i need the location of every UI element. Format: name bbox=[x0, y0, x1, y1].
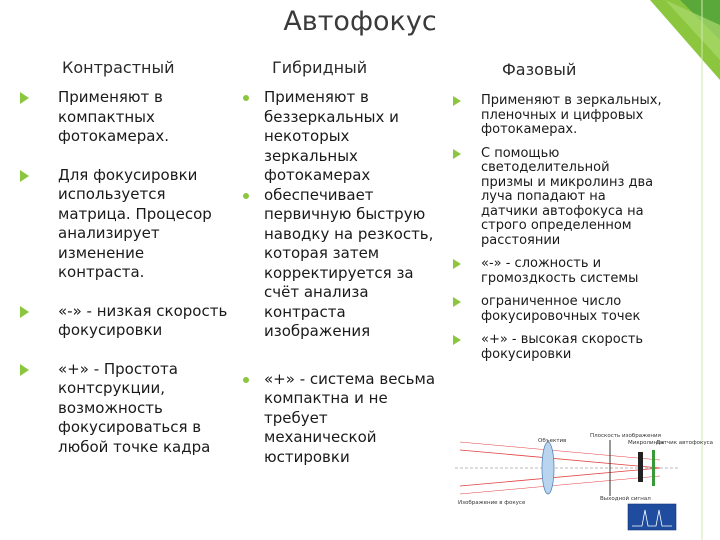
list-item: С помощью светоделительной призмы и микролинз два луча попадают на датчики автофокуса на строго определенном расстоянии bbox=[453, 147, 663, 249]
dot-bullet-icon bbox=[243, 193, 249, 199]
triangle-bullet-icon bbox=[20, 364, 29, 376]
triangle-bullet-icon bbox=[453, 149, 461, 159]
list-item: Применяют в компактных фотокамерах. bbox=[20, 88, 230, 147]
triangle-bullet-icon bbox=[453, 297, 461, 307]
hybrid-list bbox=[240, 88, 440, 467]
triangle-bullet-icon bbox=[453, 259, 461, 269]
label-signal: Выходной сигнал bbox=[600, 496, 651, 502]
list-item: обеспечивает первичную быструю наводку на резкость, которая затем корректируется за счёт анализа контраста изображения bbox=[240, 186, 440, 342]
phase-af-diagram-svg bbox=[450, 430, 713, 535]
heading-contrast: Контрастный bbox=[62, 58, 175, 77]
list-item: Применяют в беззеркальных и некоторых зеркальных фотокамерах bbox=[240, 88, 440, 186]
dot-bullet-icon bbox=[243, 377, 249, 383]
label-lens: Объектив bbox=[538, 438, 567, 444]
phase-list bbox=[453, 94, 663, 362]
label-focus: Изображение в фокусе bbox=[458, 500, 526, 506]
microlens-icon bbox=[638, 452, 643, 482]
list-item: «+» - высокая скорость фокусировки bbox=[453, 333, 663, 362]
list-item: «-» - низкая скорость фокусировки bbox=[20, 302, 230, 341]
triangle-bullet-icon bbox=[20, 92, 29, 104]
list-item: «+» - Простота контсрукции, возможность фокусироваться в любой точке кадра bbox=[20, 360, 230, 458]
dot-bullet-icon bbox=[243, 95, 249, 101]
triangle-bullet-icon bbox=[453, 335, 461, 345]
phase-af-diagram bbox=[450, 430, 713, 535]
page-title: Автофокус bbox=[283, 6, 437, 37]
lens-icon bbox=[542, 442, 554, 494]
triangle-bullet-icon bbox=[453, 96, 461, 106]
list-item: ограниченное число фокусировочных точек bbox=[453, 295, 663, 324]
list-item: «+» - система весьма компактна и не требует механической юстировки bbox=[240, 370, 440, 468]
label-plane: Плоскость изображения bbox=[590, 433, 661, 439]
list-item: Для фокусировки используется матрица. Процесор анализирует изменение контраста. bbox=[20, 166, 230, 283]
heading-hybrid: Гибридный bbox=[272, 58, 368, 77]
triangle-bullet-icon bbox=[20, 306, 29, 318]
list-item: Применяют в зеркальных, пленочных и цифровых фотокамерах. bbox=[453, 94, 663, 138]
heading-phase: Фазовый bbox=[502, 60, 577, 79]
label-sensor: Датчик автофокуса bbox=[656, 440, 713, 446]
contrast-list bbox=[20, 88, 230, 457]
label-micro: Микролинзы bbox=[628, 440, 665, 446]
list-item: «-» - сложность и громоздкость системы bbox=[453, 257, 663, 286]
sensor-icon bbox=[652, 450, 655, 486]
triangle-bullet-icon bbox=[20, 170, 29, 182]
